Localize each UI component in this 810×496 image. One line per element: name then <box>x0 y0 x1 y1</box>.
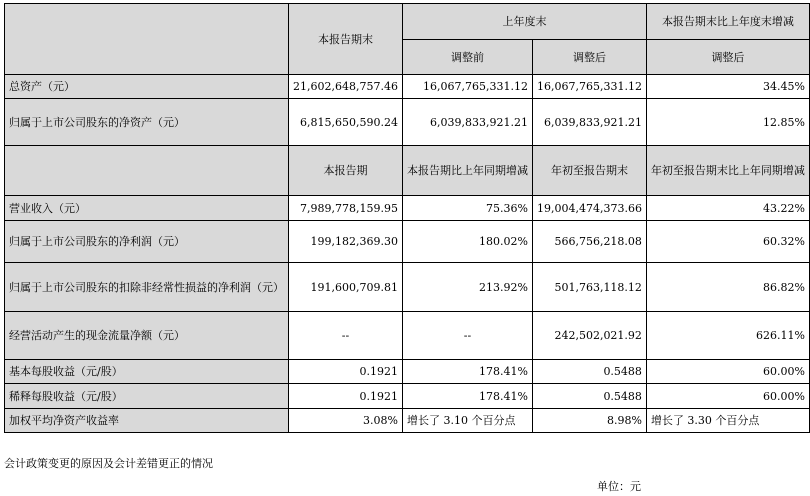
table-row <box>5 75 810 99</box>
cell-ytd-change: 60.00% <box>646 384 809 409</box>
table-row <box>5 221 810 263</box>
cell-period: 0.1921 <box>289 384 403 409</box>
cell-ytd: 566,756,218.08 <box>532 221 646 263</box>
cell-ytd: 19,004,474,373.66 <box>532 196 646 221</box>
cell-period: 7,989,778,159.95 <box>289 196 403 221</box>
table-row <box>5 384 810 409</box>
cell-ytd: 242,502,021.92 <box>532 312 646 360</box>
header-after-adjustment: 调整后 <box>532 40 646 75</box>
cell-period: 3.08% <box>289 409 403 433</box>
row-label: 稀释每股收益（元/股） <box>5 384 289 409</box>
table-row <box>5 99 810 146</box>
cell-period-change: 75.36% <box>402 196 532 221</box>
policy-change-note: 会计政策变更的原因及会计差错更正的情况 <box>4 457 213 470</box>
row-label: 归属于上市公司股东的净资产（元） <box>5 99 289 146</box>
cell-ytd: 501,763,118.12 <box>532 263 646 312</box>
row-label: 加权平均净资产收益率 <box>5 409 289 433</box>
cell-current-end: 6,815,650,590.24 <box>289 99 403 146</box>
header-period-change: 本报告期比上年同期增减 <box>402 146 532 196</box>
row-label: 经营活动产生的现金流量净额（元） <box>5 312 289 360</box>
cell-change: 12.85% <box>646 99 809 146</box>
cell-ytd: 0.5488 <box>532 384 646 409</box>
cell-period: -- <box>289 312 403 360</box>
cell-ytd-change: 626.11% <box>646 312 809 360</box>
row-label: 归属于上市公司股东的净利润（元） <box>5 221 289 263</box>
cell-change: 34.45% <box>646 75 809 99</box>
table-row <box>5 312 810 360</box>
cell-period: 191,600,709.81 <box>289 263 403 312</box>
cell-period-change: 178.41% <box>402 360 532 384</box>
table-row <box>5 196 810 221</box>
table-row <box>5 263 810 312</box>
header-ytd-change: 年初至报告期末比上年同期增减 <box>646 146 809 196</box>
row-label: 基本每股收益（元/股） <box>5 360 289 384</box>
cell-period-change: 213.92% <box>402 263 532 312</box>
cell-ytd-change: 86.82% <box>646 263 809 312</box>
header-change-vs-prior-year-end: 本报告期末比上年度末增减 <box>646 4 809 40</box>
cell-period-change: -- <box>402 312 532 360</box>
header-blank-cell <box>5 4 289 75</box>
cell-ytd-change: 60.32% <box>646 221 809 263</box>
row-label: 归属于上市公司股东的扣除非经常性损益的净利润（元） <box>5 263 289 312</box>
unit-label: 单位：元 <box>597 480 641 493</box>
row-label: 营业收入（元） <box>5 196 289 221</box>
header-prior-year-end: 上年度末 <box>402 4 646 40</box>
cell-period: 199,182,369.30 <box>289 221 403 263</box>
cell-period-change: 180.02% <box>402 221 532 263</box>
cell-period-change: 178.41% <box>402 384 532 409</box>
header-report-period: 本报告期 <box>289 146 403 196</box>
cell-ytd-change: 60.00% <box>646 360 809 384</box>
cell-before-adjustment: 6,039,833,921.21 <box>402 99 532 146</box>
row-label: 总资产（元） <box>5 75 289 99</box>
cell-after-adjustment: 6,039,833,921.21 <box>532 99 646 146</box>
financial-data-table <box>4 3 810 433</box>
header-current-period-end: 本报告期末 <box>289 4 403 75</box>
cell-current-end: 21,602,648,757.46 <box>289 75 403 99</box>
table-row <box>5 409 810 433</box>
header-ytd: 年初至报告期末 <box>532 146 646 196</box>
header-before-adjustment: 调整前 <box>402 40 532 75</box>
cell-ytd: 8.98% <box>532 409 646 433</box>
cell-period: 0.1921 <box>289 360 403 384</box>
cell-after-adjustment: 16,067,765,331.12 <box>532 75 646 99</box>
cell-ytd-change: 43.22% <box>646 196 809 221</box>
header-blank-cell <box>5 146 289 196</box>
cell-period-change: 增长了 3.10 个百分点 <box>402 409 532 433</box>
cell-ytd: 0.5488 <box>532 360 646 384</box>
cell-ytd-change: 增长了 3.30 个百分点 <box>646 409 809 433</box>
cell-before-adjustment: 16,067,765,331.12 <box>402 75 532 99</box>
table-row <box>5 360 810 384</box>
header-after-adjustment-change: 调整后 <box>646 40 809 75</box>
